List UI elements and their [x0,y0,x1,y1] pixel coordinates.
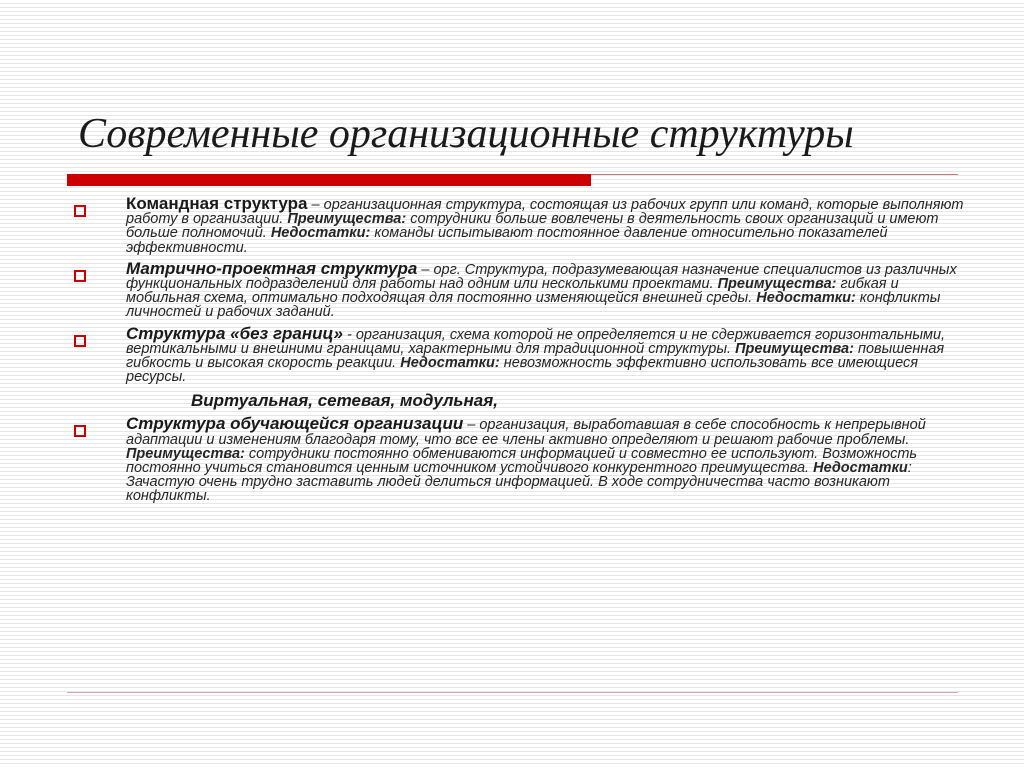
advantages-text: сотрудники постоянно обмениваются информацией и совместно ее используют. Возможность постоянно учиться становится ценным источником устойчивого конкурентного преимущества. [126,445,918,477]
disadvantages-text: невозможность эффективно использовать все имеющиеся ресурсы. [126,355,918,386]
disadvantages-label: Недостатки [813,460,908,477]
disadvantages-text: : Зачастую очень трудно заставить людей делиться информацией. В ходе сотрудничества часто возникают конфликты. [126,460,912,505]
disadvantages-text: команды испытывают постоянное давление относительно показателей эффективности. [126,225,888,256]
item-dash: - [342,326,356,343]
item-text [126,194,970,256]
title-underline-accent [67,174,591,186]
footer-divider [67,692,958,693]
item-heading: Матрично-проектная структура [126,258,418,278]
square-bullet-icon [74,270,86,282]
list-item-boundaryless-structure [70,323,970,386]
item-text [126,414,970,505]
item-description: организационная структура, состоящая из рабочих групп или команд, которые выполняют работу в организации. [126,197,964,228]
bullet-list [70,194,970,511]
advantages-label: Преимущества: [735,340,854,357]
item-heading: Структура «без границ» [126,323,343,343]
item-text [126,258,970,321]
square-bullet-icon [74,335,86,347]
item-dash: – [417,261,434,278]
disadvantages-text: конфликты личностей и рабочих заданий. [126,290,941,321]
item-description: орг. Структура, подразумевающая назначение специалистов из различных функциональных подразделений для работы над одним или несколькими проектами. [126,261,957,293]
disadvantages-label: Недостатки: [400,355,500,372]
square-bullet-icon [74,425,86,437]
advantages-label: Преимущества: [717,276,837,293]
list-item-matrix-structure [70,258,970,321]
advantages-text: сотрудники больше вовлечены в деятельность своих организаций и имеют больше полномочий. [126,211,939,242]
disadvantages-label: Недостатки: [756,290,856,307]
item-heading: Командная структура [126,194,308,213]
structure-types-line: Виртуальная, сетевая, модульная, [191,391,498,411]
page-title: Современные организационные структуры [78,111,854,157]
title-underline-thin [591,174,958,175]
item-description: организация, выработавшая в себе способность к непрерывной адаптации и изменениям благодаря тому, что все ее члены активно определяют и решают рабочие проблемы. [126,417,926,448]
list-item-team-structure [70,194,970,256]
advantages-label: Преимущества: [126,445,245,462]
advantages-text: гибкая и мобильная схема, оптимально подходящая для постоянно изменяющейся внешней среды. [126,276,899,307]
square-bullet-icon [74,205,86,217]
list-item-learning-organization [70,414,970,505]
item-text [126,323,970,386]
item-heading: Структура обучающейся организации [126,414,464,434]
item-description: организация, схема которой не определяется и не сдерживается горизонтальными, вертикальными и внешними границами, характерными для традиционной структуры. [126,326,946,357]
advantages-label: Преимущества: [287,211,407,228]
advantages-text: повышенная гибкость и высокая скорость реакции. [126,340,945,372]
disadvantages-label: Недостатки: [270,225,371,242]
item-dash: – [463,417,480,434]
item-dash: – [307,197,324,213]
